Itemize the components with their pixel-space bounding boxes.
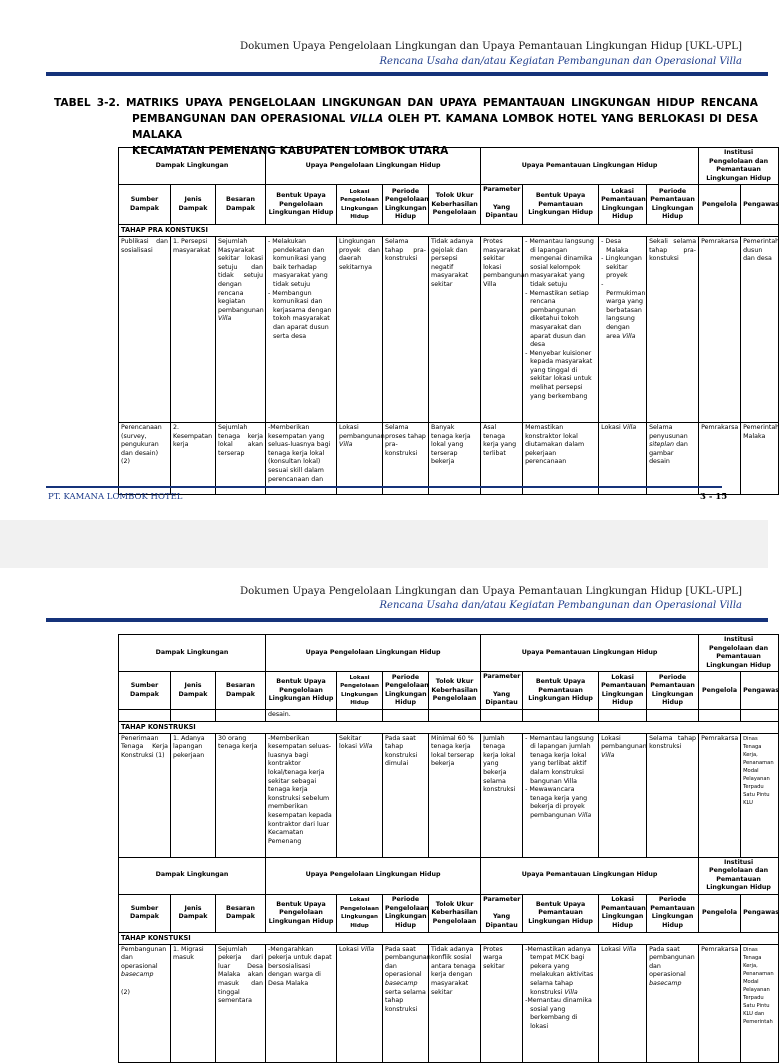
cell-bentuk: -Memberikan kesempatan yang seluas-luasnya bagi tenaga kerja lokal (konsultan lokal) sesuai skill dalam perencanaan dan <box>266 422 337 494</box>
col-sumber: Sumber Dampak <box>119 894 171 932</box>
col-bentuk-pemantauan: Bentuk Upaya Pemantauan Lingkungan Hidup <box>523 672 599 710</box>
col-group-pemantauan: Upaya Pemantauan Lingkungan Hidup <box>481 148 699 185</box>
col-jenis: Jenis Dampak <box>171 894 216 932</box>
col-besaran: Besaran Dampak <box>216 185 266 225</box>
cell-pengelola: Pemrakarsa <box>699 733 741 857</box>
col-pengawas: Pengawas <box>741 185 779 225</box>
cell-pengelola: Pemrakarsa <box>699 236 741 422</box>
cell-sumber: Penerimaan Tenaga Kerja Konstruksi (1) <box>119 733 171 857</box>
col-pengelola: Pengelola <box>699 672 741 710</box>
cell-pengawas: Dinas Tenaga Kerja, Penanaman Modal Pelayanan Terpadu Satu Pintu KLU dan Pemerintah <box>741 944 779 1062</box>
table-row <box>119 944 779 1062</box>
cell-lokasi: Sekitar lokasi Villa <box>337 733 383 857</box>
col-group-dampak: Dampak Lingkungan <box>119 635 266 672</box>
section-konstruksi-2: TAHAP KONSTUKSI <box>119 932 779 944</box>
doc-header-subtitle: Rencana Usaha dan/atau Kegiatan Pembangunan dan Operasional Villa <box>379 600 742 611</box>
col-group-pengelolaan: Upaya Pengelolaan Lingkungan Hidup <box>266 857 481 894</box>
col-group-pemantauan: Upaya Pemantauan Lingkungan Hidup <box>481 857 699 894</box>
cell-sumber: Pembangunan dan operasional basecamp (2) <box>119 944 171 1062</box>
cell-lokasi: Lokasi pembangunan Villa <box>337 422 383 494</box>
col-group-dampak: Dampak Lingkungan <box>119 148 266 185</box>
cell-periode: Pada saat pembangunan dan operasional basecamp serta selama tahap konstruksi <box>383 944 429 1062</box>
col-parameter: Parameter Yang Dipantau <box>481 672 523 710</box>
col-periode-pemantauan: Periode Pemantauan Lingkungan Hidup <box>647 185 699 225</box>
cell-tolok: Banyak tenaga kerja lokal yang terserap bekerja <box>429 422 481 494</box>
col-pengawas: Pengawas <box>741 672 779 710</box>
cell-sumber: Perencanaan (survey, pengukuran dan desain) (2) <box>119 422 171 494</box>
cell-periode: Selama proses tahap pra-konstruksi <box>383 422 429 494</box>
col-group-pengelolaan: Upaya Pengelolaan Lingkungan Hidup <box>266 148 481 185</box>
col-group-pengelolaan: Upaya Pengelolaan Lingkungan Hidup <box>266 635 481 672</box>
col-lokasi-pemantauan: Lokasi Pemantauan Lingkungan Hidup <box>599 894 647 932</box>
col-parameter: Parameter Yang Dipantau <box>481 894 523 932</box>
cell-periode-pantau: Pada saat pembangunan dan operasional basecamp <box>647 944 699 1062</box>
doc-header-title: Dokumen Upaya Pengelolaan Lingkungan dan Upaya Pemantauan Lingkungan Hidup [UKL-UPL] <box>239 586 742 597</box>
cell-parameter: Protes masyarakat sekitar lokasi pembangunan Villa <box>481 236 523 422</box>
page-gap <box>0 520 768 568</box>
footer-company: PT. KAMANA LOMBOK HOTEL <box>48 492 183 502</box>
cell-lokasi: Lingkungan proyek dan daerah sekitarnya <box>337 236 383 422</box>
document-page-1 <box>0 0 779 520</box>
table-title-line-1: TABEL 3-2. MATRIKS UPAYA PENGELOLAAN LINGKUNGAN DAN UPAYA PEMANTAUAN LINGKUNGAN HIDUP RENCANA <box>54 97 758 109</box>
col-parameter: Parameter Yang Dipantau <box>481 185 523 225</box>
cell-carryover: desain. <box>266 710 337 722</box>
col-lokasi-pengelolaan: Lokasi Pengelolaan Lingkungan Hidup <box>337 672 383 710</box>
cell-parameter: Asal tenaga kerja yang terlibat <box>481 422 523 494</box>
col-group-institusi: Institusi Pengelolaan dan Pemantauan Lingkungan Hidup <box>699 857 779 894</box>
cell-bentuk-pantau: - Memantau langsung di lapangan mengenai dinamika sosial kelompok masyarakat yang tidak setuju - Memastikan setiap rencana pembangunan diketahui tokoh masyarakat dan aparat dusun dan desa - Menyebar kuisioner kepada masyarakat yang tinggal di sekitar lokasi untuk melihat persepsi yang berkembang <box>523 236 599 422</box>
cell-besaran: Sejumlah tenaga kerja lokal akan terserap <box>216 422 266 494</box>
cell-bentuk-pantau: Memastikan konstraktor lokal diutamakan dalam pekerjaan perencanaan <box>523 422 599 494</box>
cell-besaran: 30 orang tenaga kerja <box>216 733 266 857</box>
col-lokasi-pengelolaan: Lokasi Pengelolaan Lingkungan Hidup <box>337 185 383 225</box>
cell-lokasi-pantau: Lokasi Villa <box>599 422 647 494</box>
col-group-institusi: Institusi Pengelolaan dan Pemantauan Lingkungan Hidup <box>699 148 779 185</box>
col-group-pemantauan: Upaya Pemantauan Lingkungan Hidup <box>481 635 699 672</box>
cell-jenis: 2. Kesempatan kerja <box>171 422 216 494</box>
col-tolok-ukur: Tolok Ukur Keberhasilan Pengelolaan <box>429 672 481 710</box>
cell-periode: Selama tahap pra-konstruksi <box>383 236 429 422</box>
document-page-2 <box>0 568 779 1030</box>
cell-lokasi-pantau: Lokasi pembangunan Villa <box>599 733 647 857</box>
col-periode-pemantauan: Periode Pemantauan Lingkungan Hidup <box>647 894 699 932</box>
col-periode-pemantauan: Periode Pemantauan Lingkungan Hidup <box>647 672 699 710</box>
footer-rule <box>46 486 722 488</box>
cell-periode-pantau: Sekali selama tahap pra-konstuksi <box>647 236 699 422</box>
cell-lokasi: Lokasi Villa <box>337 944 383 1062</box>
col-pengelola: Pengelola <box>699 185 741 225</box>
cell-jenis: 1. Persepsi masyarakat <box>171 236 216 422</box>
section-pra-konstruksi: TAHAP PRA KONSTUKSI <box>119 225 779 237</box>
cell-tolok: Tidak adanya gejolak dan persepsi negatif masyarakat sekitar <box>429 236 481 422</box>
table-row <box>119 733 779 857</box>
cell-pengelola: Pemrakarsa <box>699 422 741 494</box>
col-bentuk-pengelolaan: Bentuk Upaya Pengelolaan Lingkungan Hidup <box>266 185 337 225</box>
cell-pengelola: Pemrakarsa <box>699 944 741 1062</box>
col-jenis: Jenis Dampak <box>171 185 216 225</box>
cell-jenis: 1. Migrasi masuk <box>171 944 216 1062</box>
col-besaran: Besaran Dampak <box>216 894 266 932</box>
cell-parameter: Jumlah tenaga kerja lokal yang bekerja selama konstruksi <box>481 733 523 857</box>
cell-bentuk: -Memberikan kesempatan seluas-luasnya bagi kontraktor lokal/tenaga kerja sekitar sebagai tenaga kerja konstruksi sebelum memberikan kesempatan kepada kontraktor dari luar Kecamatan Pemenang <box>266 733 337 857</box>
col-lokasi-pemantauan: Lokasi Pemantauan Lingkungan Hidup <box>599 185 647 225</box>
col-bentuk-pengelolaan: Bentuk Upaya Pengelolaan Lingkungan Hidup <box>266 672 337 710</box>
section-konstruksi: TAHAP KONSTRUKSI <box>119 721 779 733</box>
col-lokasi-pengelolaan: Lokasi Pengelolaan Lingkungan Hidup <box>337 894 383 932</box>
cell-tolok: Tidak adanya konflik sosial antara tenaga kerja dengan masyarakat sekitar <box>429 944 481 1062</box>
col-group-institusi: Institusi Pengelolaan dan Pemantauan Lingkungan Hidup <box>699 635 779 672</box>
col-bentuk-pemantauan: Bentuk Upaya Pemantauan Lingkungan Hidup <box>523 894 599 932</box>
col-pengawas: Pengawas <box>741 894 779 932</box>
cell-besaran: Sejumlah Masyarakat sekitar lokasi setuju dan tidak setuju dengan rencana kegiatan pembangunan Villa <box>216 236 266 422</box>
cell-bentuk-pantau: -Memastikan adanya tempat MCK bagi pekera yang melakukan aktivitas selama tahap konstruksi Villa -Memantau dinamika sosial yang berkembang di lokasi <box>523 944 599 1062</box>
doc-header-subtitle: Rencana Usaha dan/atau Kegiatan Pembangunan dan Operasional Villa <box>379 56 742 67</box>
col-sumber: Sumber Dampak <box>119 672 171 710</box>
col-tolok-ukur: Tolok Ukur Keberhasilan Pengelolaan <box>429 894 481 932</box>
matrix-table-2 <box>118 634 779 1063</box>
col-bentuk-pengelolaan: Bentuk Upaya Pengelolaan Lingkungan Hidup <box>266 894 337 932</box>
cell-bentuk: -Mengarahkan pekerja untuk dapat bersosialisasi dengan warga di Desa Malaka <box>266 944 337 1062</box>
col-jenis: Jenis Dampak <box>171 672 216 710</box>
col-tolok-ukur: Tolok Ukur Keberhasilan Pengelolaan <box>429 185 481 225</box>
col-periode-pengelolaan: Periode Pengelolaan Lingkungan Hidup <box>383 672 429 710</box>
table-row <box>119 236 779 422</box>
cell-jenis: 1. Adanya lapangan pekerjaan <box>171 733 216 857</box>
col-bentuk-pemantauan: Bentuk Upaya Pemantauan Lingkungan Hidup <box>523 185 599 225</box>
matrix-table-1 <box>118 147 779 495</box>
cell-periode-pantau: Selama tahap konstruksi <box>647 733 699 857</box>
col-group-dampak: Dampak Lingkungan <box>119 857 266 894</box>
cell-periode-pantau: Selama penyusunan siteplan dan gambar desain <box>647 422 699 494</box>
cell-bentuk-pantau: - Memantau langsung di lapangan jumlah tenaga kerja lokal yang terlibat aktif dalam konstruksi bangunan Villa - Mewawancara tenaga kerja yang bekerja di proyek pembangunan Villa <box>523 733 599 857</box>
header-rule <box>46 72 768 76</box>
col-sumber: Sumber Dampak <box>119 185 171 225</box>
cell-lokasi-pantau: Lokasi Villa <box>599 944 647 1062</box>
doc-header-title: Dokumen Upaya Pengelolaan Lingkungan dan Upaya Pemantauan Lingkungan Hidup [UKL-UPL] <box>239 41 742 52</box>
cell-besaran: Sejumlah pekerja dari luar Desa Malaka akan masuk dan tinggal sementara <box>216 944 266 1062</box>
col-lokasi-pemantauan: Lokasi Pemantauan Lingkungan Hidup <box>599 672 647 710</box>
col-periode-pengelolaan: Periode Pengelolaan Lingkungan Hidup <box>383 894 429 932</box>
cell-tolok: Minimal 60 % tenaga kerja lokal terserap bekerja <box>429 733 481 857</box>
page-number: 3 - 15 <box>700 492 728 502</box>
cell-pengawas: Dinas Tenaga Kerja, Penanaman Modal Pelayanan Terpadu Satu Pintu KLU <box>741 733 779 857</box>
cell-pengawas: Pemerintah Malaka <box>741 422 779 494</box>
cell-pengawas: Pemerintah dusun dan desa <box>741 236 779 422</box>
col-periode-pengelolaan: Periode Pengelolaan Lingkungan Hidup <box>383 185 429 225</box>
col-besaran: Besaran Dampak <box>216 672 266 710</box>
cell-lokasi-pantau: - Desa Malaka - Lingkungan sekitar proyek - Permukiman warga yang berbatasan langsung dengan area Villa <box>599 236 647 422</box>
table-title-line-2: PEMBANGUNAN DAN OPERASIONAL VILLA OLEH PT. KAMANA LOMBOK HOTEL YANG BERLOKASI DI DESA MALAKA <box>132 113 758 141</box>
cell-parameter: Protes warga sekitar <box>481 944 523 1062</box>
col-pengelola: Pengelola <box>699 894 741 932</box>
cell-sumber: Publikasi dan sosialisasi <box>119 236 171 422</box>
table-title-line-3: KECAMATAN PEMENANG KABUPATEN LOMBOK UTARA <box>132 145 449 157</box>
table-row <box>119 422 779 494</box>
cell-bentuk: - Melakukan pendekatan dan komunikasi yang baik terhadap masyarakat yang tidak setuju - Membangun komunikasi dan kerjasama dengan tokoh masyarakat dan aparat dusun serta desa <box>266 236 337 422</box>
cell-periode: Pada saat tahap konstruksi dimulai <box>383 733 429 857</box>
header-rule <box>46 618 768 622</box>
